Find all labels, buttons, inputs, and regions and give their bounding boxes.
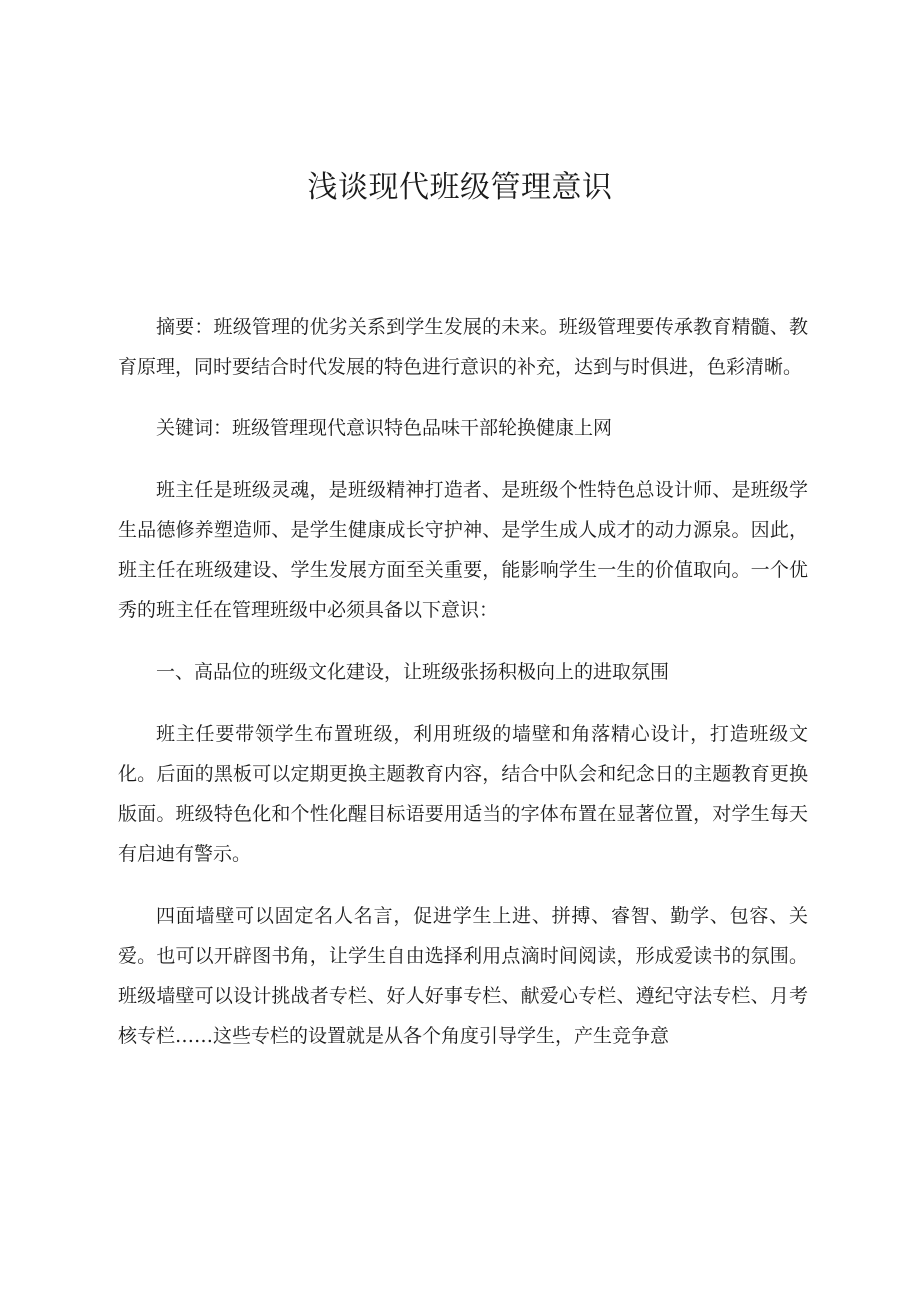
intro-paragraph: 班主任是班级灵魂，是班级精神打造者、是班级个性特色总设计师、是班级学生品德修养塑造师、是学生健康成长守护神、是学生成人成才的动力源泉。因此，班主任在班级建设、学生发展方面至关重要，能影响学生一生的价值取向。一个优秀的班主任在管理班级中必须具备以下意识： (118, 479, 808, 621)
document-title: 浅谈现代班级管理意识 (307, 170, 613, 205)
document-body (118, 307, 808, 1056)
classroom-walls-paragraph: 四面墙壁可以固定名人名言，促进学生上进、拼搏、睿智、勤学、包容、关爱。也可以开辟图书角，让学生自由选择利用点滴时间阅读，形成爱读书的氛围。班级墙壁可以设计挑战者专栏、好人好事专栏、献爱心专栏、遵纪守法专栏、月考核专栏……这些专栏的设置就是从各个角度引导学生，产生竞争意 (118, 905, 808, 1047)
keywords-paragraph: 关键词：班级管理现代意识特色品味干部轮换健康上网 (156, 417, 613, 439)
section-heading-1: 一、高品位的班级文化建设，让班级张扬积极向上的进取氛围 (156, 661, 670, 683)
class-culture-paragraph: 班主任要带领学生布置班级，利用班级的墙壁和角落精心设计，打造班级文化。后面的黑板可以定期更换主题教育内容，结合中队会和纪念日的主题教育更换版面。班级特色化和个性化醒目标语要用适当的字体布置在显著位置，对学生每天有启迪有警示。 (118, 723, 808, 865)
abstract-paragraph: 摘要：班级管理的优劣关系到学生发展的未来。班级管理要传承教育精髓、教育原理，同时要结合时代发展的特色进行意识的补充，达到与时俱进，色彩清晰。 (118, 316, 808, 378)
